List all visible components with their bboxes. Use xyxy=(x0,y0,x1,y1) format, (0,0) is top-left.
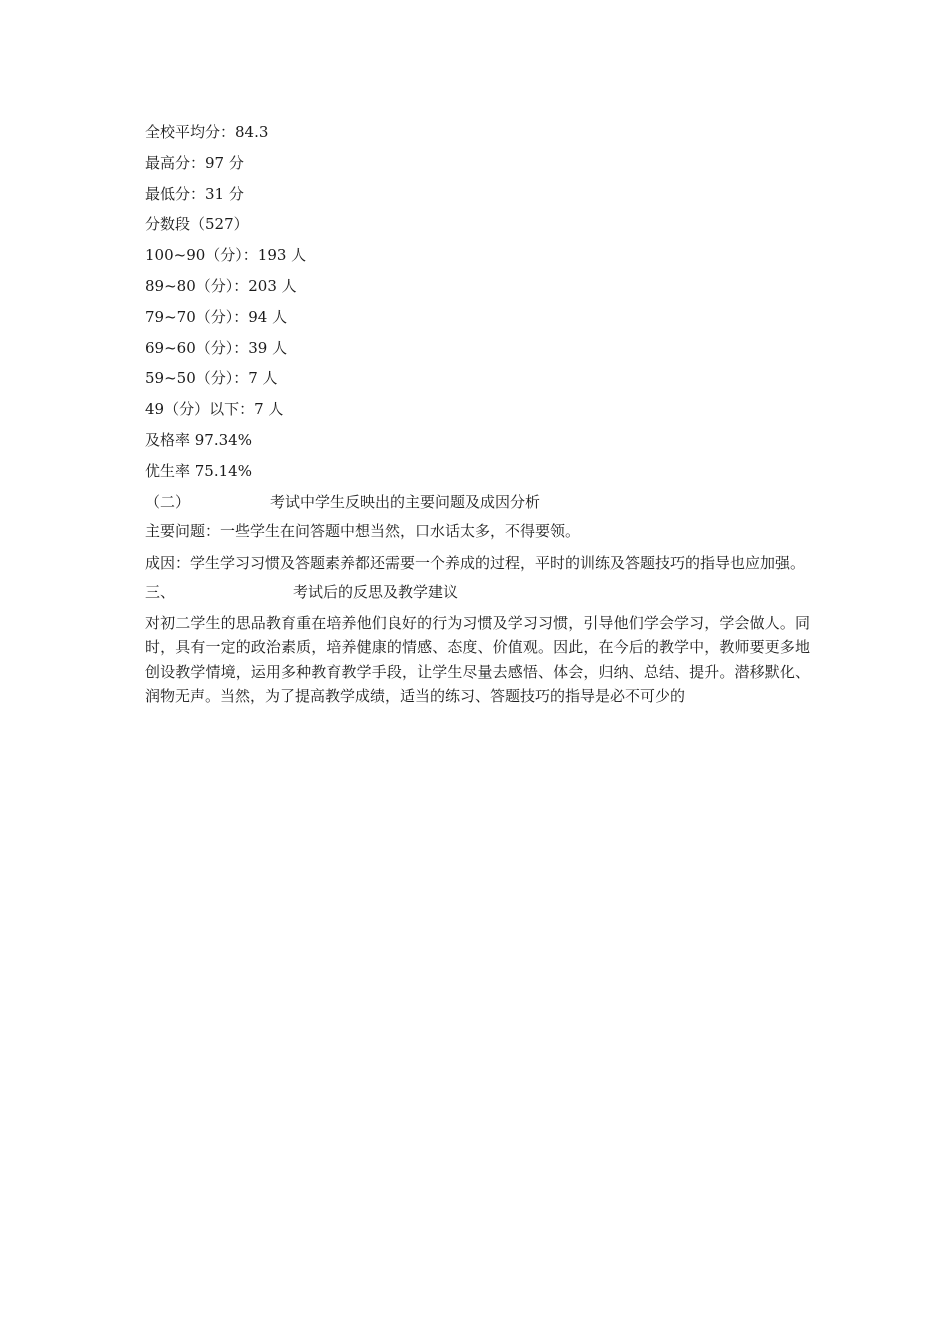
document-body xyxy=(145,122,810,715)
section-two-number: （二） xyxy=(145,492,191,511)
score-band-below-49: 49（分）以下：7 人 xyxy=(145,400,284,419)
excellent-rate: 优生率 75.14% xyxy=(145,461,252,480)
score-band-79-70: 79~70（分）：94 人 xyxy=(145,307,288,326)
score-band-title: 分数段（527） xyxy=(145,215,249,234)
score-band-89-80: 89~80（分）：203 人 xyxy=(145,276,297,295)
lowest-score: 最低分：31 分 xyxy=(145,184,244,203)
score-band-69-60: 69~60（分）：39 人 xyxy=(145,338,288,357)
section-three-number: 三、 xyxy=(145,582,176,601)
score-band-100-90: 100~90（分）：193 人 xyxy=(145,246,307,265)
main-problem: 主要问题：一些学生在问答题中想当然，口水话太多，不得要领。 xyxy=(145,521,581,540)
pass-rate: 及格率 97.34% xyxy=(145,430,252,449)
cause-paragraph: 成因：学生学习习惯及答题素养都还需要一个养成的过程，平时的训练及答题技巧的指导也应加强。 xyxy=(145,554,806,573)
section-three-heading xyxy=(145,582,810,602)
highest-score: 最高分：97 分 xyxy=(145,153,244,172)
reflection-paragraph: 对初二学生的思品教育重在培养他们良好的行为习惯及学习习惯，引导他们学会学习，学会做人。同时，具有一定的政治素质，培养健康的情感、态度、价值观。因此，在今后的教学中，教师要更多地创设教学情境，运用多种教育教学手段，让学生尽量去感悟、体会，归纳、总结、提升。潜移默化、润物无声。当然，为了提高教学成绩，适当的练习、答题技巧的指导是必不可少的 xyxy=(145,613,810,706)
section-three-title: 考试后的反思及教学建议 xyxy=(293,582,459,601)
score-band-59-50: 59~50（分）：7 人 xyxy=(145,369,278,388)
section-two-heading xyxy=(145,492,810,512)
school-average: 全校平均分：84.3 xyxy=(145,123,269,141)
section-two-title: 考试中学生反映出的主要问题及成因分析 xyxy=(270,492,541,511)
